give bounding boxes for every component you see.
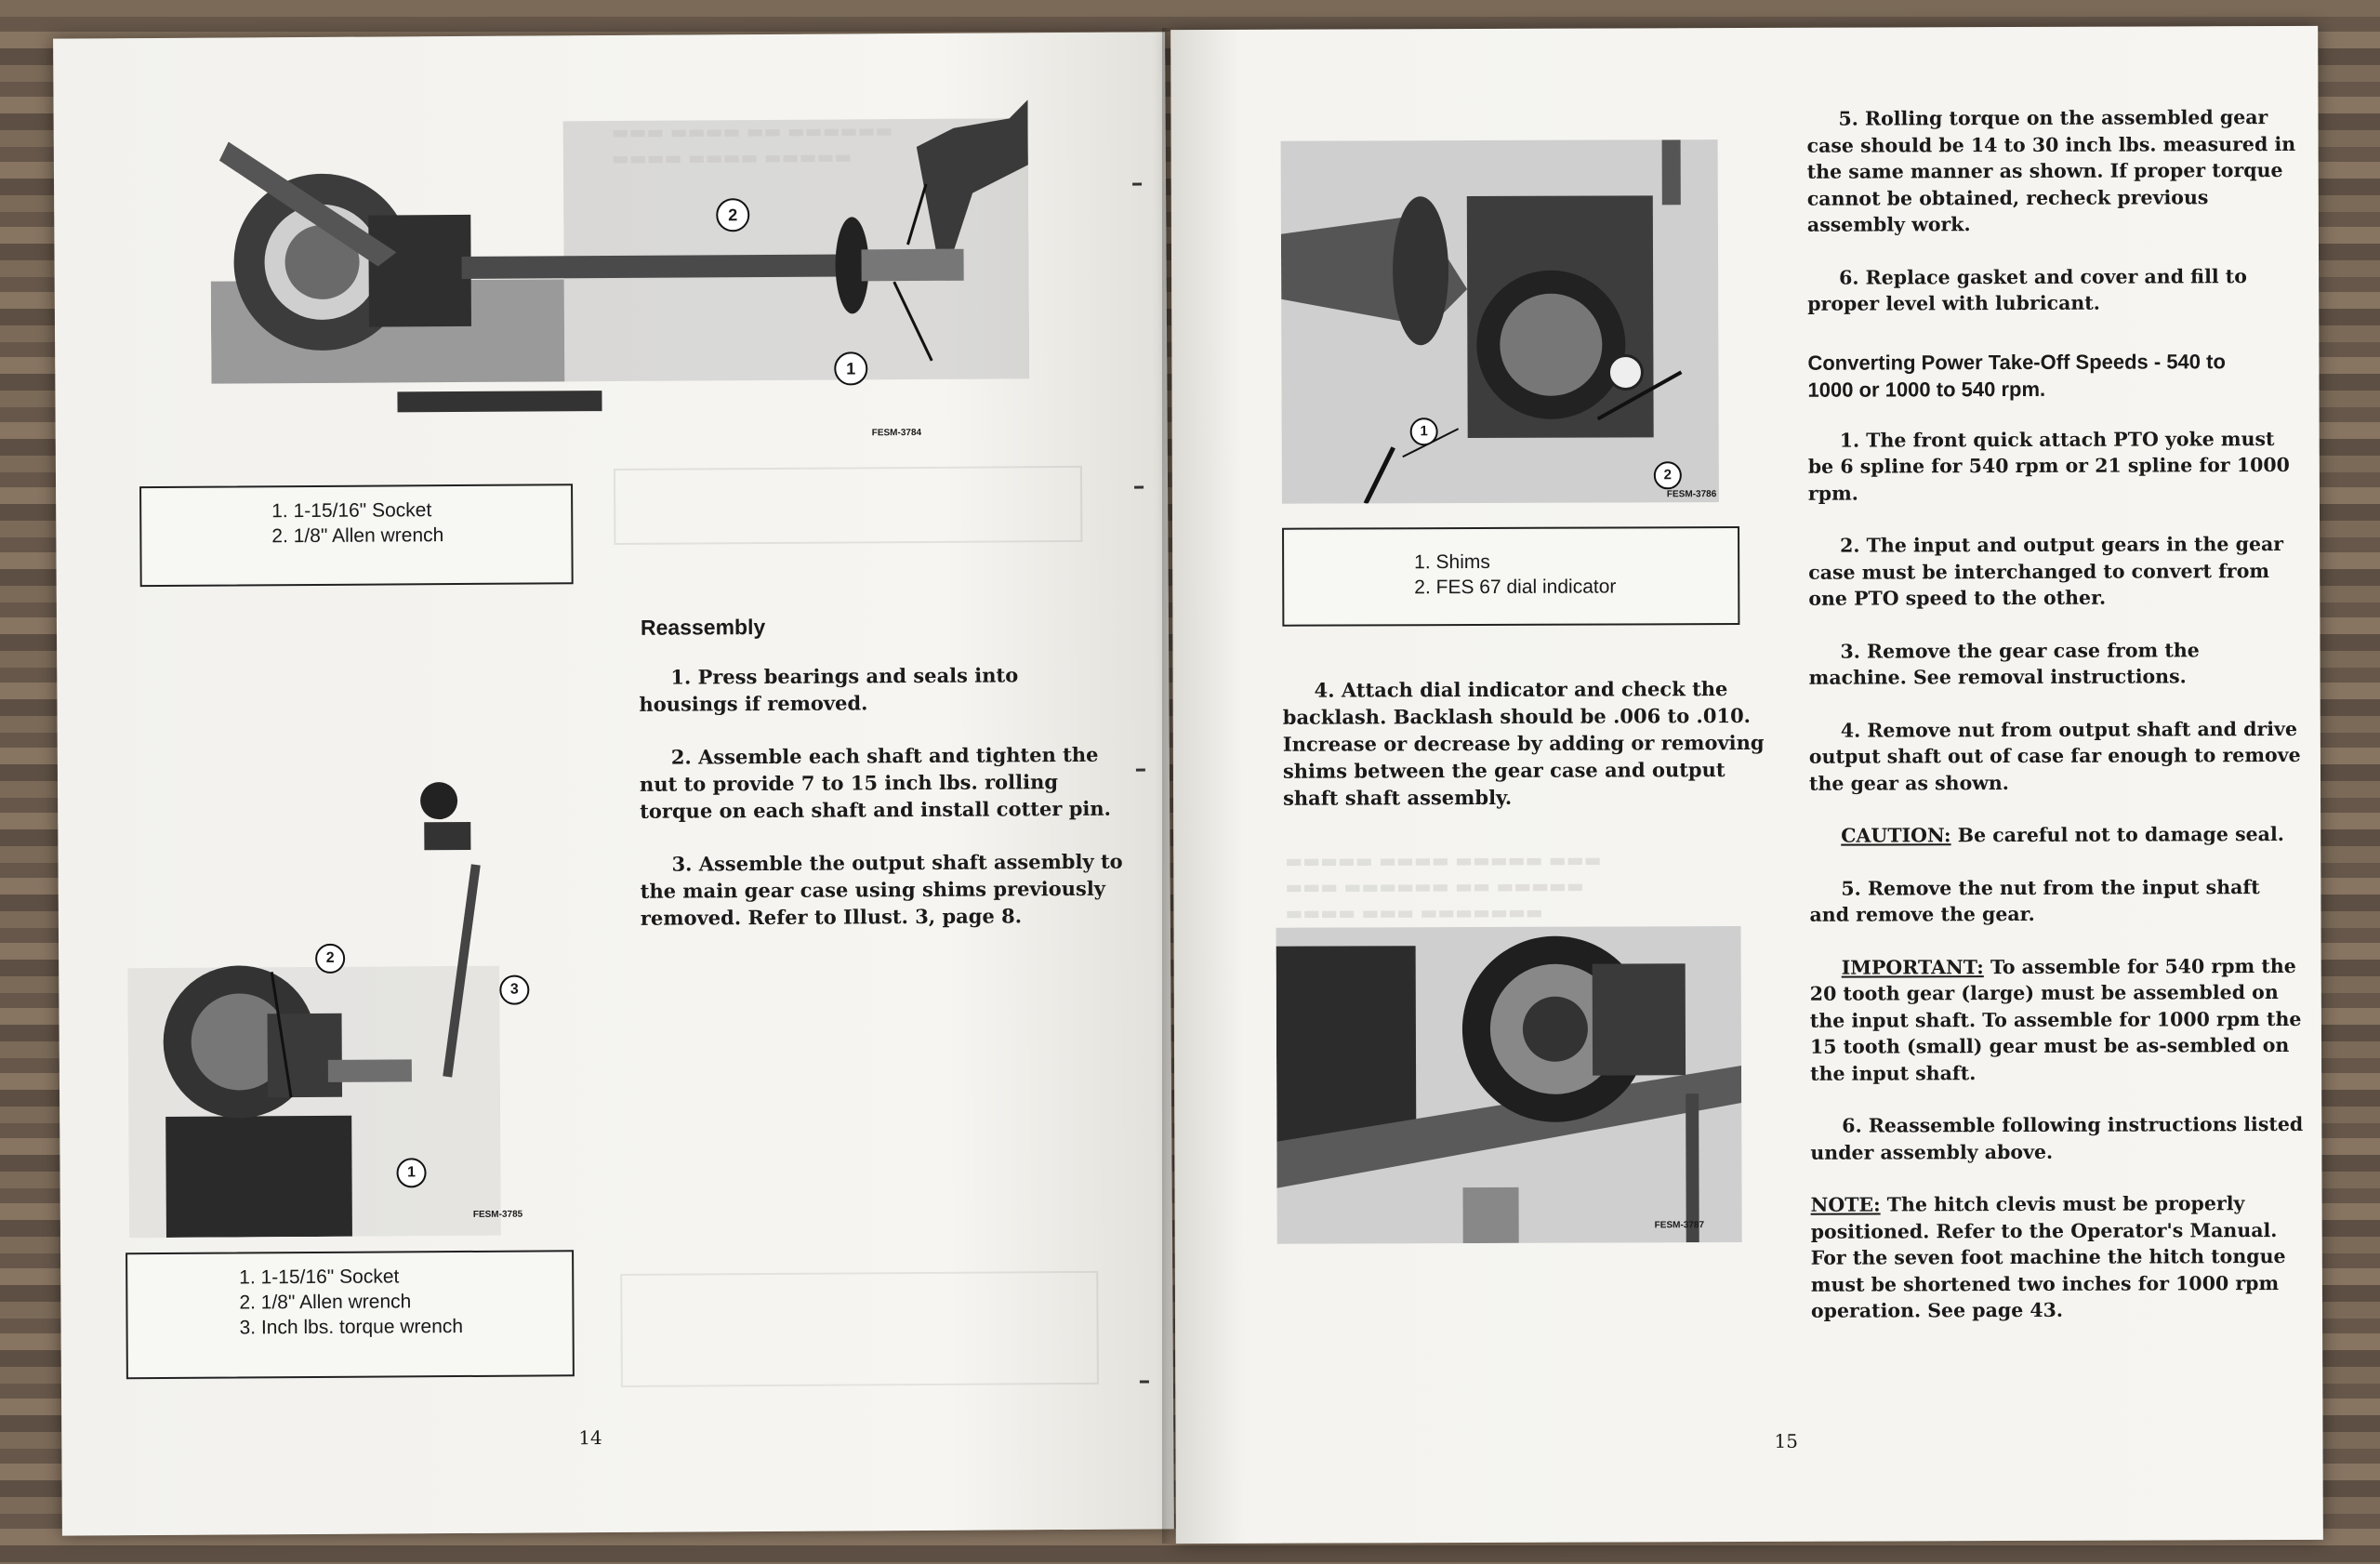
caution-text: Be careful not to damage seal. — [1950, 822, 2284, 847]
page-number: 15 — [1774, 1429, 1798, 1452]
note-text: The hitch clevis must be properly positioned. Refer to the Operator's Manual. For the seven foot machine the hitch tongue must be shortened two inches for 1000 rpm operation. See page 43. — [1810, 1192, 2286, 1322]
figure-label: FESM-3786 — [1666, 489, 1717, 500]
note-paragraph — [1811, 1190, 2304, 1324]
gear-case-photo-socket-wrench — [209, 90, 1029, 459]
caption-line: 2. 1/8" Allen wrench — [271, 524, 444, 548]
step-paragraph: 4. Remove nut from output shaft and drive output shaft out of case far enough to remove the gear as shown. — [1808, 717, 2301, 795]
figure-caption-bottom — [126, 1250, 575, 1379]
caption-line: 2. 1/8" Allen wrench — [239, 1291, 412, 1314]
figure-caption-top — [1282, 526, 1739, 627]
caution-paragraph — [1809, 821, 2302, 849]
figure-label: FESM-3785 — [472, 1209, 523, 1220]
figure-label: FESM-3787 — [1654, 1220, 1705, 1231]
bleed-through-text: ▬▬▬▬▬ ▬▬▬▬ ▬▬▬▬▬ ▬▬▬ ▬▬▬ ▬▬▬▬▬▬ ▬▬ ▬▬▬▬▬ ▬▬▬▬ ▬▬▬ ▬▬▬▬▬▬▬ — [1285, 848, 1602, 924]
step-4 — [1283, 675, 1767, 838]
caption-line: 1. 1-15/16" Socket — [239, 1266, 400, 1289]
margin-mark — [1140, 1380, 1149, 1383]
left-page — [53, 32, 1174, 1535]
important-text: To assemble for 540 rpm the 20 tooth gear (large) must be assembled on the input shaft. To assemble for 1000 rpm the 15 tooth (small) gear must be as-sembled on the input shaft. — [1809, 954, 2302, 1085]
conversion-column — [1806, 104, 2304, 1350]
note-label: NOTE: — [1810, 1193, 1881, 1216]
step-paragraph: 5. Remove the nut from the input shaft and remove the gear. — [1809, 875, 2260, 926]
section-title: Converting Power Take-Off Speeds - 540 to 1000 or 1000 to 540 rpm. — [1807, 349, 2226, 402]
caption-line: 2. FES 67 dial indicator — [1414, 576, 1617, 599]
margin-mark — [1134, 486, 1144, 489]
caption-line: 3. Inch lbs. torque wrench — [239, 1316, 464, 1339]
reassembly-steps — [639, 661, 1124, 958]
caution-label: CAUTION: — [1841, 824, 1951, 847]
step-paragraph: 1. Press bearings and seals into housings if removed. — [639, 663, 1019, 716]
callout-1: 1 — [396, 1158, 426, 1187]
important-paragraph — [1810, 952, 2303, 1086]
margin-mark — [1136, 769, 1145, 772]
gear-case-photo-dial-indicator — [1281, 139, 1719, 504]
callout-1: 1 — [1410, 418, 1438, 445]
step-paragraph: 6. Replace gasket and cover and fill to proper level with lubricant. — [1807, 264, 2247, 315]
important-label: IMPORTANT: — [1841, 955, 1984, 979]
section-title: Reassembly — [640, 615, 766, 640]
gear-case-photo-on-bench — [1276, 926, 1742, 1244]
gear-case-photo-torque-wrench — [126, 780, 501, 1238]
step-paragraph: 2. Assemble each shaft and tighten the nut to provide 7 to 15 inch lbs. rolling torque on each shaft and install cotter pin. — [639, 742, 1111, 823]
bleed-through-box — [620, 1271, 1099, 1387]
callout-3: 3 — [499, 975, 529, 1005]
step-paragraph: 5. Rolling torque on the assembled gear case should be 14 to 30 inch lbs. measured in the same manner as shown. If proper torque cannot be obtained, recheck previous assembly work. — [1806, 106, 2296, 236]
right-page — [1170, 26, 2323, 1544]
callout-2: 2 — [716, 198, 749, 232]
step-paragraph: 3. Remove the gear case from the machine. See removal instructions. — [1808, 638, 2200, 689]
margin-mark — [1132, 183, 1142, 186]
page-number: 14 — [578, 1426, 602, 1450]
caption-line: 1. 1-15/16" Socket — [271, 499, 432, 523]
callout-2: 2 — [1654, 461, 1682, 489]
bleed-through-box — [614, 466, 1082, 545]
step-paragraph: 6. Reassemble following instructions listed under assembly above. — [1810, 1112, 2304, 1164]
figure-label: FESM-3784 — [871, 427, 922, 439]
step-paragraph: 2. The input and output gears in the gear case must be interchanged to convert from one PTO speed to the other. — [1808, 532, 2284, 610]
step-paragraph: 1. The front quick attach PTO yoke must be 6 spline for 540 rpm or 21 spline for 1000 rpm. — [1807, 427, 2290, 505]
callout-1: 1 — [834, 351, 867, 385]
step-paragraph: 3. Assemble the output shaft assembly to the main gear case using shims previously removed. Refer to Illust. 3, page 8. — [640, 849, 1123, 930]
figure-caption-top — [139, 484, 574, 587]
step-paragraph: 4. Attach dial indicator and check the backlash. Backlash should be .006 to .010. Increase or decrease by adding or removing shims between the gear case and output shaft shaft assembly. — [1282, 677, 1765, 810]
caption-line: 1. Shims — [1414, 550, 1490, 574]
callout-2: 2 — [315, 944, 345, 974]
